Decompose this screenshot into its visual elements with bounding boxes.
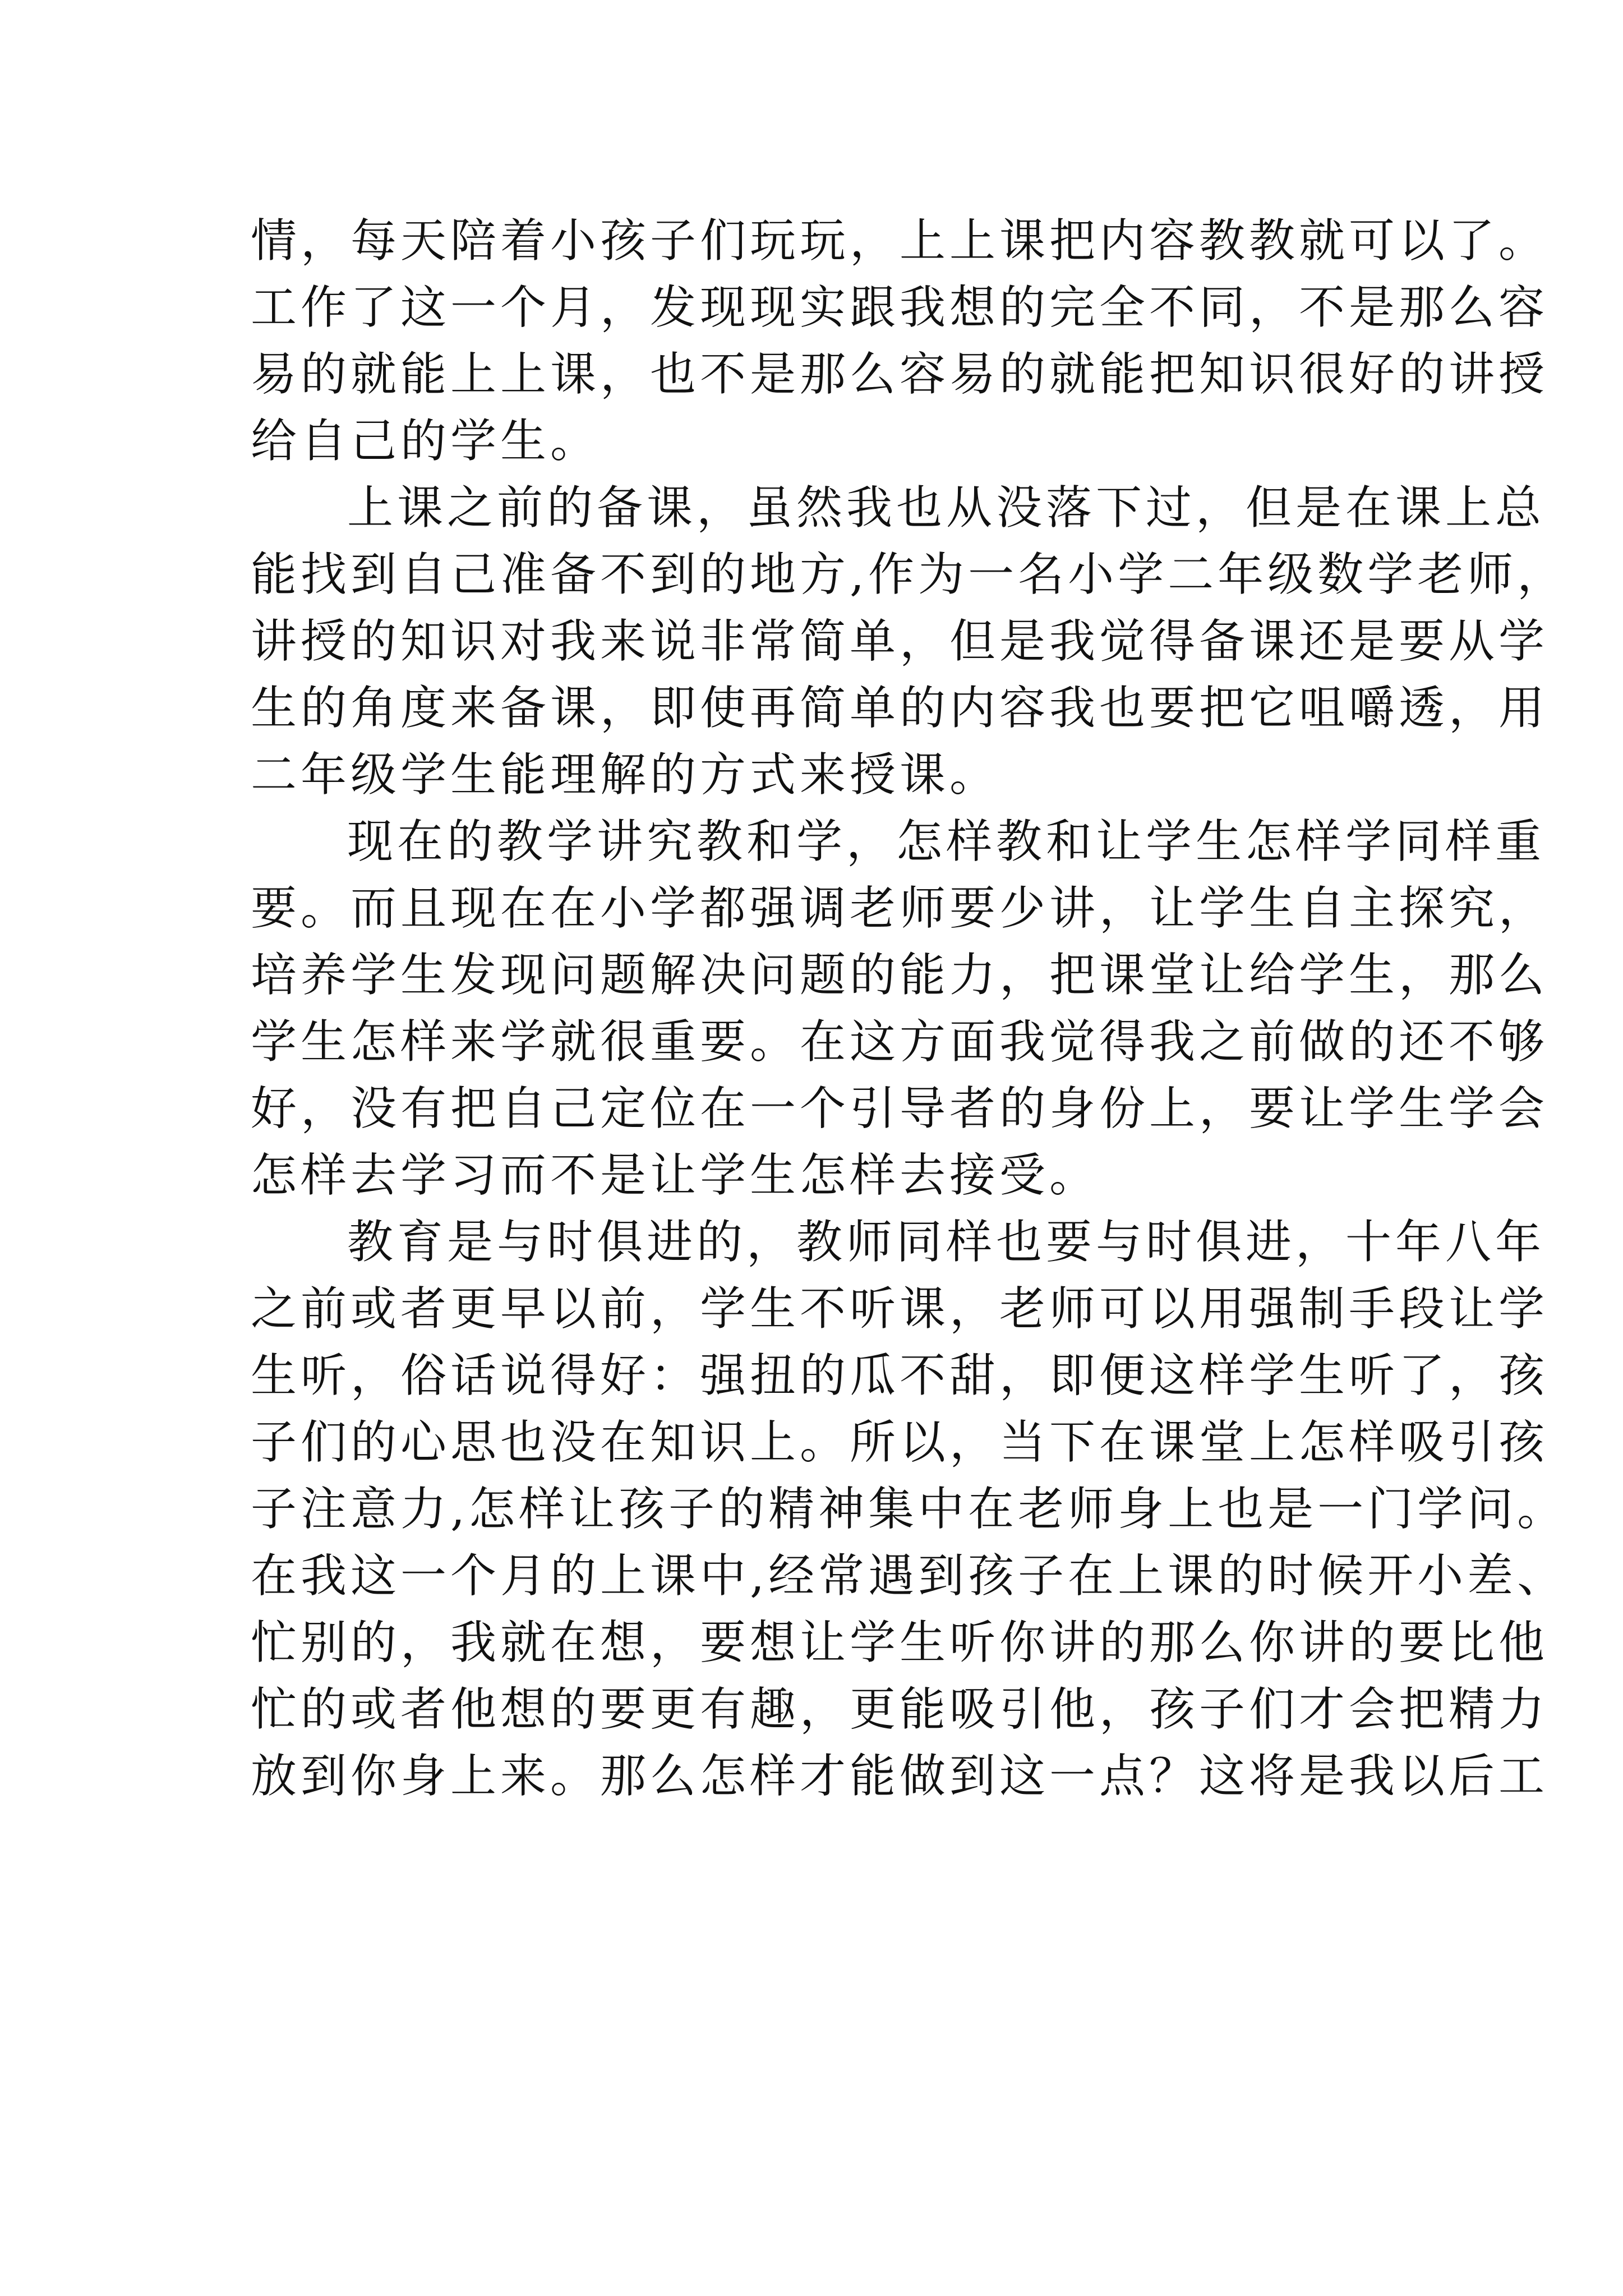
paragraph-4-line-2: 之前或者更早以前，学生不听课，老师可以用强制手段让学 <box>251 1282 1549 1336</box>
paragraph-4-line-9: 放到你身上来。那么怎样才能做到这一点？这将是我以后工 <box>251 1750 1549 1803</box>
paragraph-4-line-3: 生听，俗话说得好：强扭的瓜不甜，即便这样学生听了，孩 <box>251 1349 1549 1402</box>
paragraph-3-line-1: 现在的教学讲究教和学，怎样教和让学生怎样学同样重 <box>347 815 1546 868</box>
paragraph-1-line-3: 易的就能上上课，也不是那么容易的就能把知识很好的讲授 <box>251 348 1549 401</box>
body-text <box>251 208 1567 1810</box>
paragraph-2-line-1: 上课之前的备课，虽然我也从没落下过，但是在课上总 <box>347 481 1546 535</box>
paragraph-2-line-5: 二年级学生能理解的方式来授课。 <box>251 748 1000 802</box>
paragraph-2-line-3: 讲授的知识对我来说非常简单，但是我觉得备课还是要从学 <box>251 615 1549 668</box>
paragraph-1-line-4: 给自己的学生。 <box>251 415 601 468</box>
paragraph-4-line-4: 子们的心思也没在知识上。所以，当下在课堂上怎样吸引孩 <box>251 1416 1549 1469</box>
paragraph-1-line-2: 工作了这一个月，发现现实跟我想的完全不同，不是那么容 <box>251 281 1549 334</box>
paragraph-3-line-4: 学生怎样来学就很重要。在这方面我觉得我之前做的还不够 <box>251 1015 1549 1069</box>
paragraph-4-line-5: 子注意力,怎样让孩子的精神集中在老师身上也是一门学问。 <box>251 1483 1567 1536</box>
paragraph-1-line-1: 情，每天陪着小孩子们玩玩，上上课把内容教教就可以了。 <box>251 214 1549 268</box>
paragraph-4-line-8: 忙的或者他想的要更有趣，更能吸引他，孩子们才会把精力 <box>251 1683 1549 1736</box>
paragraph-2-line-2: 能找到自己准备不到的地方,作为一名小学二年级数学老师， <box>251 548 1567 601</box>
paragraph-4-line-7: 忙别的，我就在想，要想让学生听你讲的那么你讲的要比他 <box>251 1616 1549 1669</box>
paragraph-3-line-2: 要。而且现在在小学都强调老师要少讲，让学生自主探究， <box>251 882 1549 935</box>
paragraph-3-line-5: 好，没有把自己定位在一个引导者的身份上，要让学生学会 <box>251 1082 1549 1135</box>
paragraph-3-line-6: 怎样去学习而不是让学生怎样去接受。 <box>251 1149 1100 1202</box>
paragraph-4-line-6: 在我这一个月的上课中,经常遇到孩子在上课的时候开小差、 <box>251 1549 1567 1603</box>
paragraph-4-line-1: 教育是与时俱进的，教师同样也要与时俱进，十年八年 <box>347 1216 1546 1269</box>
paragraph-2-line-4: 生的角度来备课，即使再简单的内容我也要把它咀嚼透，用 <box>251 682 1549 735</box>
paragraph-3-line-3: 培养学生发现问题解决问题的能力，把课堂让给学生，那么 <box>251 949 1549 1002</box>
